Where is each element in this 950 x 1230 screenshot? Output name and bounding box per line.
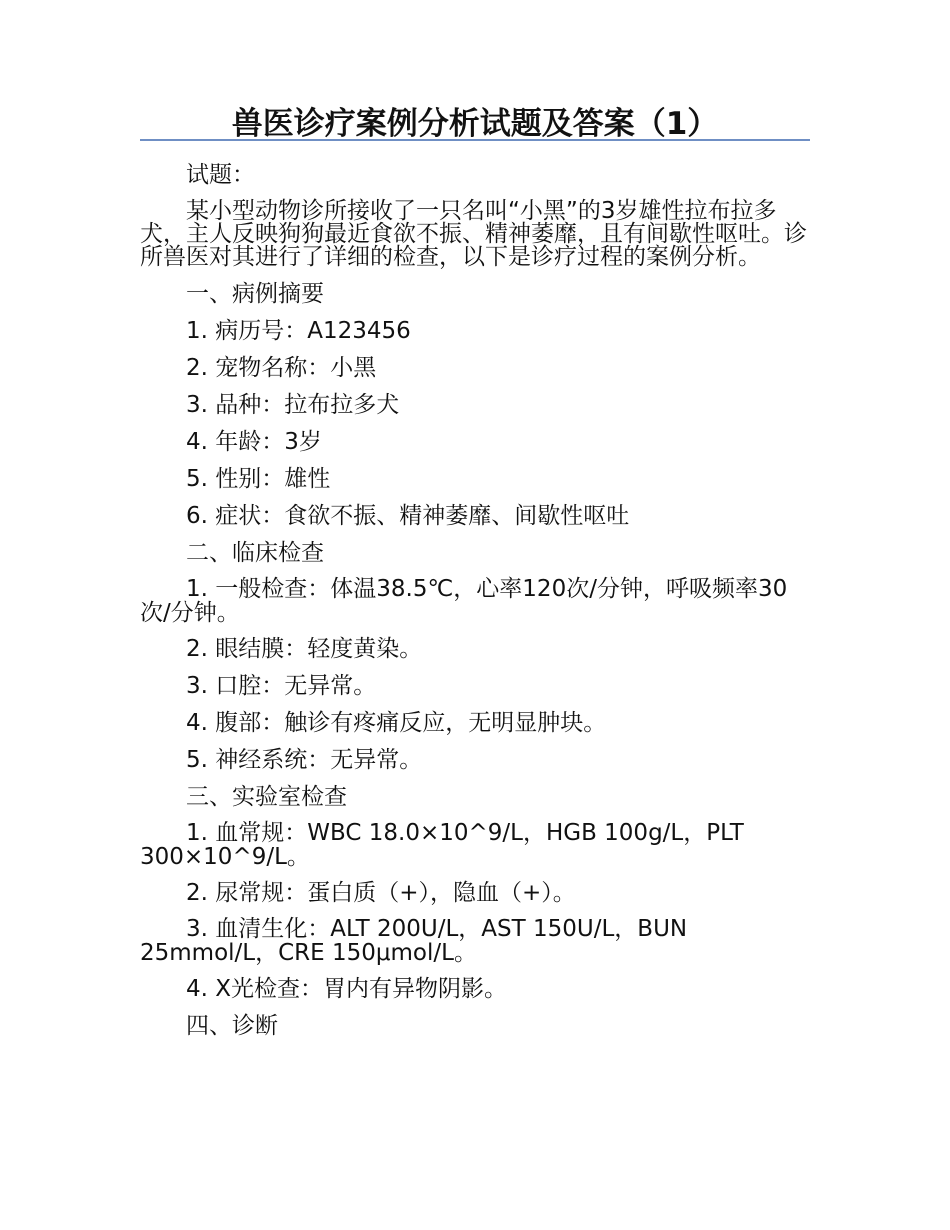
exam-heading: 试题： [186,162,255,188]
case-intro-paragraph: 某小型动物诊所接收了一只名叫“小黑”的3岁雄性拉布拉多犬，主人反映狗狗最近食欲不振、精神萎靡，且有间歇性呕吐。诊所兽医对其进行了详细的检查，以下是诊疗过程的案例分析。 [140,198,807,270]
lab-urine-routine: 2. 尿常规：蛋白质（+），隐血（+）。 [186,880,576,906]
section-heading-case-summary: 一、病例摘要 [186,281,324,307]
clinical-conjunctiva: 2. 眼结膜：轻度黄染。 [186,636,423,662]
summary-record-number: 1. 病历号：A123456 [186,318,411,344]
summary-age: 4. 年龄：3岁 [186,429,322,455]
summary-pet-name: 2. 宠物名称：小黑 [186,355,377,381]
clinical-general-exam: 1. 一般检查：体温38.5℃，心率120次/分钟，呼吸频率30次/分钟。 [140,576,788,626]
lab-blood-routine: 1. 血常规：WBC 18.0×10^9/L，HGB 100g/L，PLT 300×10^9/L。 [140,820,744,870]
section-heading-lab-exam: 三、实验室检查 [186,784,347,810]
summary-breed: 3. 品种：拉布拉多犬 [186,392,400,418]
clinical-oral-cavity: 3. 口腔：无异常。 [186,673,377,699]
title-underline [140,139,810,141]
lab-xray: 4. X光检查：胃内有异物阴影。 [186,976,508,1002]
section-heading-clinical-exam: 二、临床检查 [186,540,324,566]
lab-serum-biochemistry: 3. 血清生化：ALT 200U/L，AST 150U/L，BUN 25mmol/L，CRE 150μmol/L。 [140,916,688,966]
clinical-nervous-system: 5. 神经系统：无异常。 [186,747,423,773]
section-heading-diagnosis: 四、诊断 [186,1013,278,1039]
clinical-abdomen: 4. 腹部：触诊有疼痛反应，无明显肿块。 [186,710,607,736]
document-title: 兽医诊疗案例分析试题及答案（1） [231,106,719,142]
document-body [140,157,810,1045]
summary-sex: 5. 性别：雄性 [186,466,331,492]
summary-symptoms: 6. 症状：食欲不振、精神萎靡、间歇性呕吐 [186,503,630,529]
